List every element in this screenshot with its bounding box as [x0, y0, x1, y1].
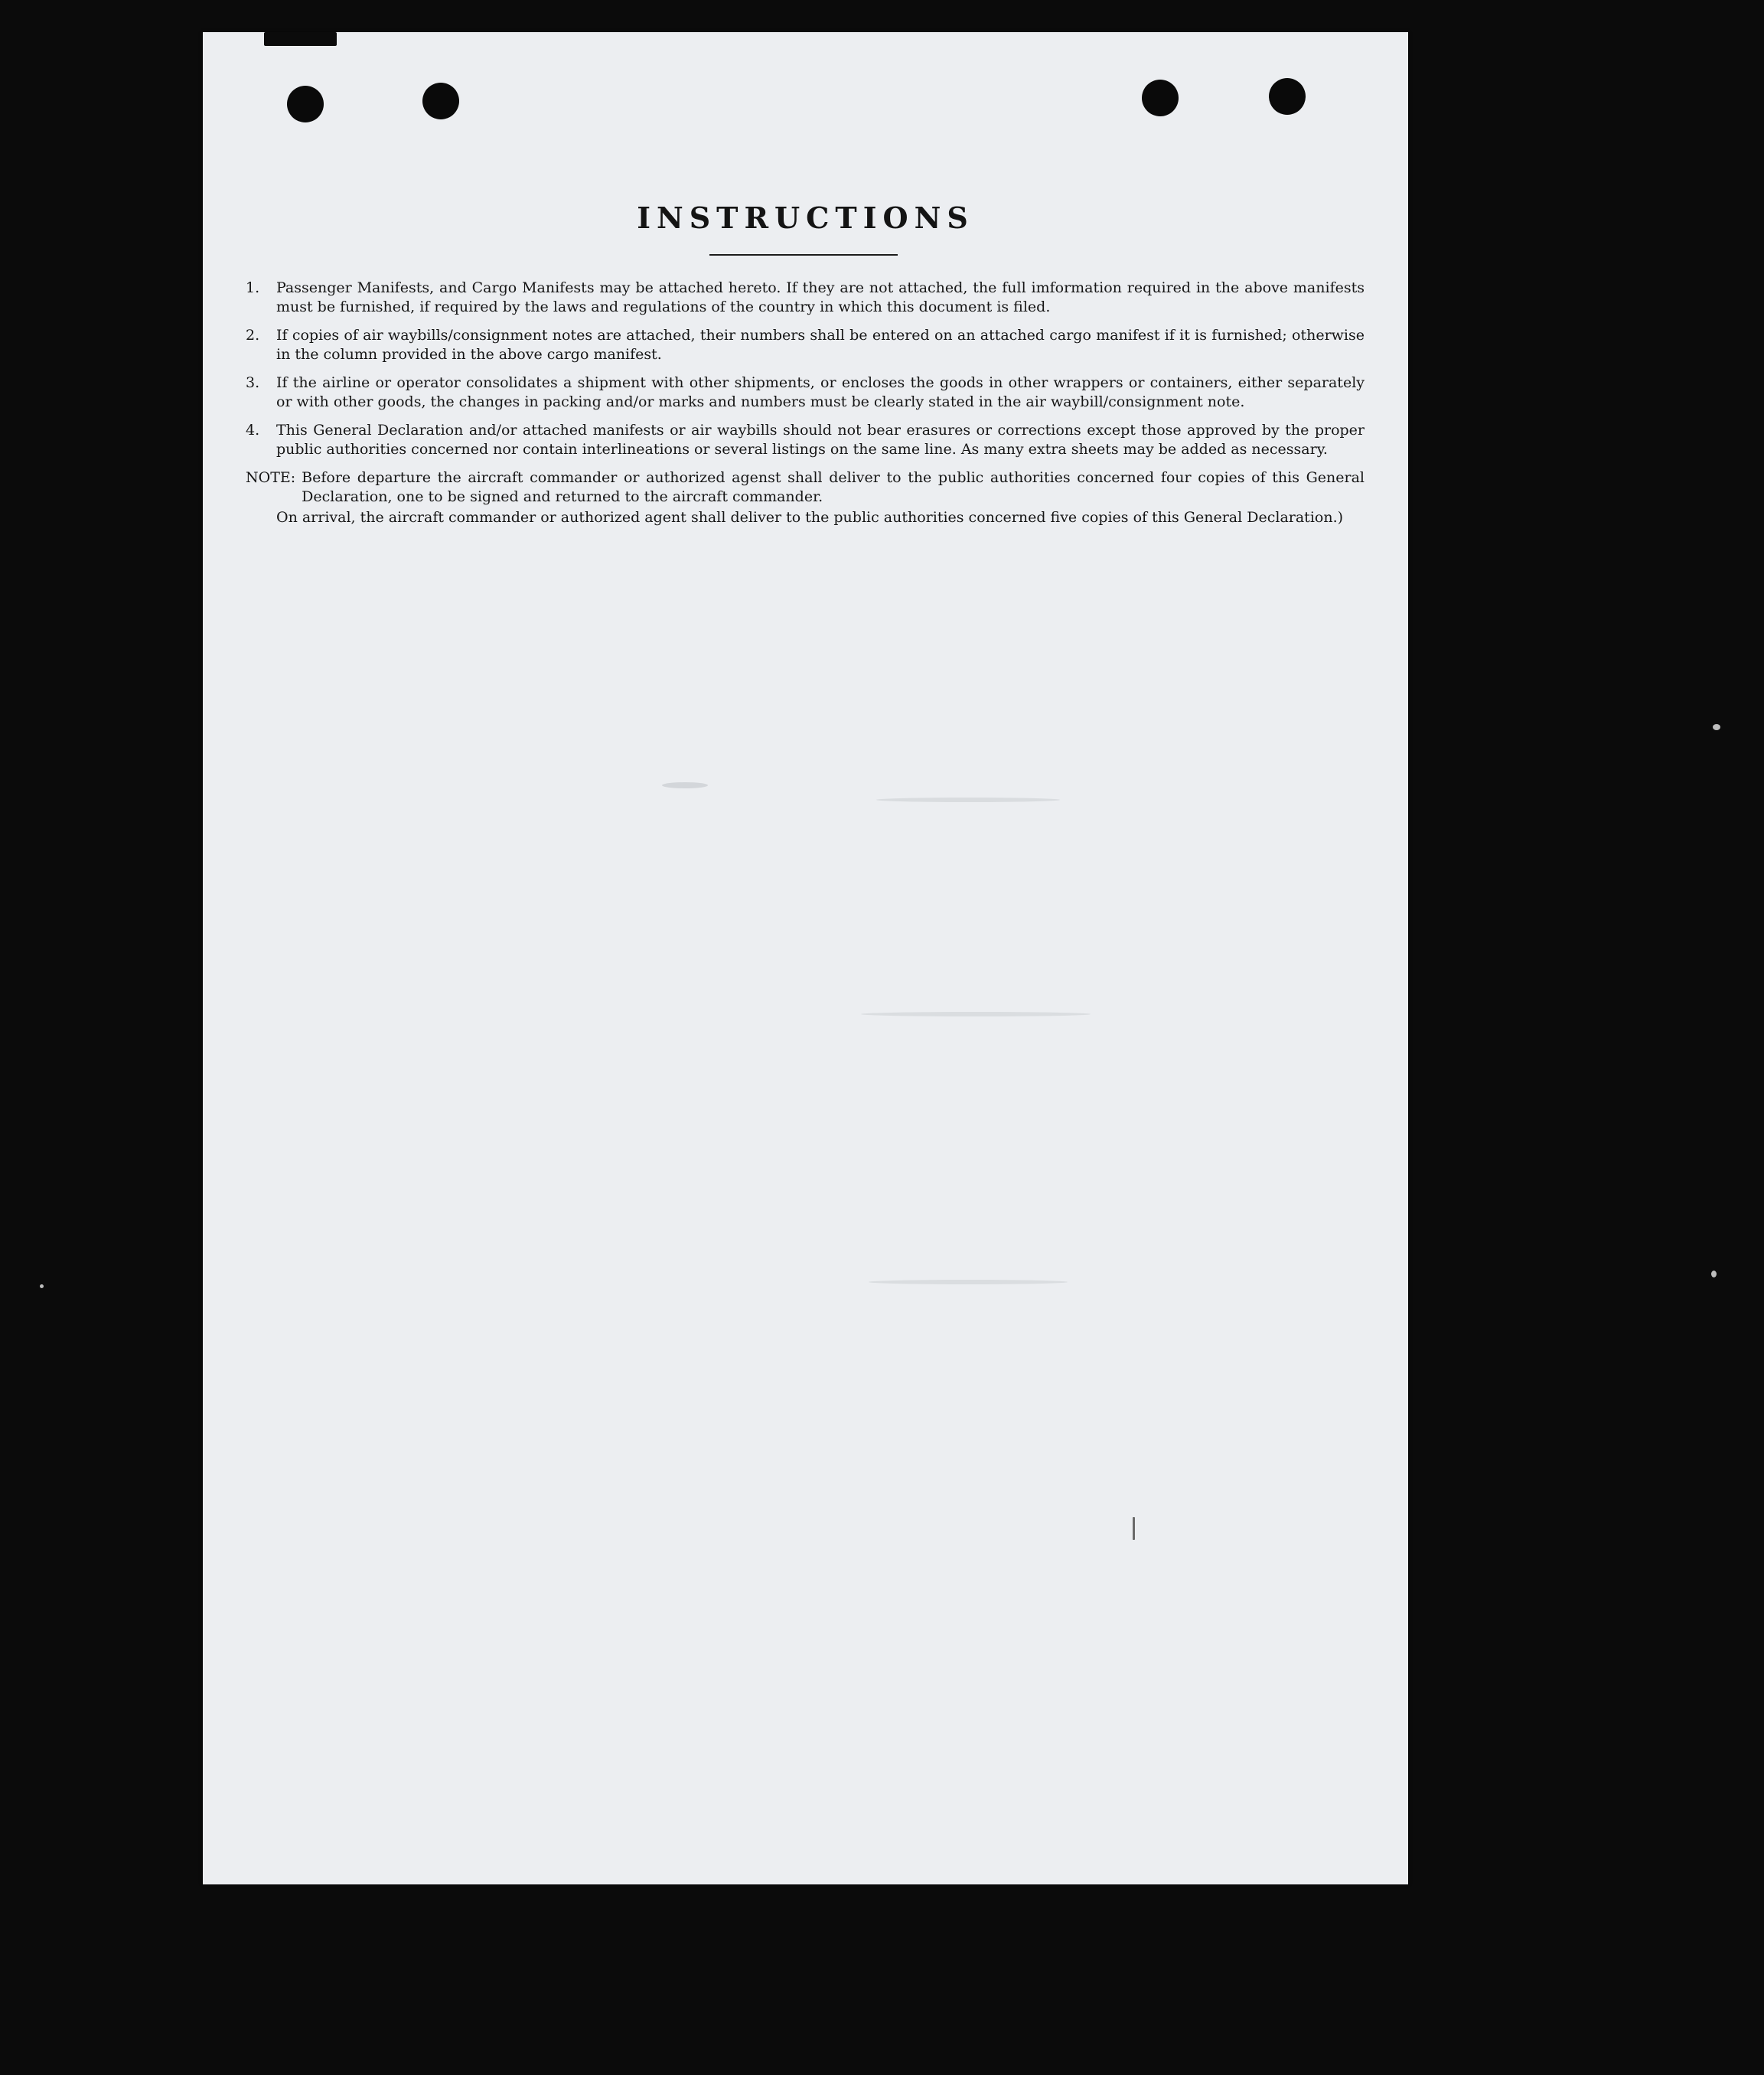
- background-speck: [1711, 1271, 1717, 1277]
- punch-hole: [1142, 80, 1179, 116]
- punch-hole: [422, 83, 459, 119]
- show-through-mark: [876, 798, 1060, 802]
- item-number: 3.: [246, 374, 260, 391]
- item-text: This General Declaration and/or attached manifests or air waybills should not bear erasures or corrections except those approved by the proper public authorities concerned nor contain interlineations or several listings on the same line. As many extra sheets may be added as necessary.: [276, 422, 1365, 458]
- item-number: 1.: [246, 279, 260, 296]
- punch-hole: [287, 86, 324, 122]
- item-text: If the airline or operator consolidates a shipment with other shipments, or encloses the goods in other wrappers or containers, either separately or with other goods, the changes in packing and/or marks and numbers must be clearly stated in the air waybill/consignment note.: [276, 374, 1365, 410]
- instruction-item: [246, 279, 1365, 317]
- background-speck: [264, 32, 337, 46]
- page-title: INSTRUCTIONS: [637, 201, 974, 235]
- instruction-item: [246, 326, 1365, 364]
- note-block: [246, 468, 1365, 507]
- instruction-item: [246, 374, 1365, 412]
- note-text: Before departure the aircraft commander or authorized agenst shall deliver to the public authorities concerned four copies of this General Declaration, one to be signed and returned to the aircraft commander.: [302, 469, 1365, 505]
- note-label: NOTE:: [246, 469, 296, 486]
- background-speck: [1713, 724, 1720, 730]
- document-page: [203, 32, 1408, 1884]
- title-underline: [709, 254, 898, 256]
- item-text: If copies of air waybills/consignment notes are attached, their numbers shall be entered on an attached cargo manifest if it is furnished; otherwise in the column provided in the above cargo manifest.: [276, 327, 1365, 363]
- background-speck: [40, 1284, 44, 1288]
- item-text: Passenger Manifests, and Cargo Manifests may be attached hereto. If they are not attached, the full imformation required in the above manifests must be furnished, if required by the laws and regulations of the country in which this document is filed.: [276, 279, 1365, 315]
- show-through-mark: [1133, 1517, 1135, 1540]
- show-through-mark: [869, 1280, 1068, 1284]
- punch-hole: [1269, 78, 1306, 115]
- show-through-mark: [662, 782, 708, 788]
- note-continuation: On arrival, the aircraft commander or authorized agent shall deliver to the public authorities concerned five copies of this General Declaration.): [276, 509, 1344, 526]
- instructions-list: [246, 279, 1365, 527]
- show-through-mark: [861, 1012, 1091, 1016]
- item-number: 2.: [246, 327, 260, 344]
- instruction-item: [246, 421, 1365, 459]
- item-number: 4.: [246, 422, 260, 439]
